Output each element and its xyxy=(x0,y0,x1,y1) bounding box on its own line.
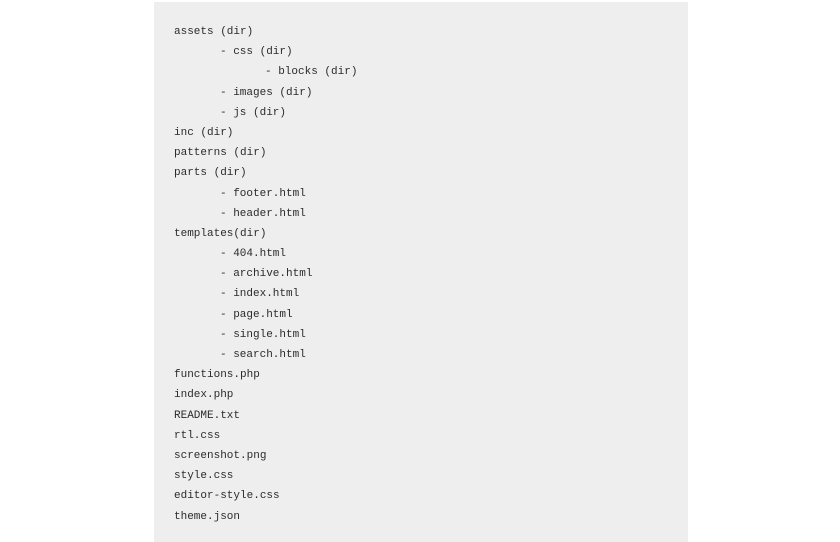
tree-line: - index.html xyxy=(220,288,300,301)
tree-line: editor-style.css xyxy=(174,490,280,503)
tree-line: rtl.css xyxy=(174,429,221,442)
tree-line: theme.json xyxy=(174,510,241,523)
tree-line: - page.html xyxy=(220,308,293,321)
tree-line: - header.html xyxy=(220,207,306,220)
tree-line: parts (dir) xyxy=(174,167,247,180)
tree-line: - archive.html xyxy=(220,268,313,281)
file-tree xyxy=(174,22,357,527)
tree-line: - js (dir) xyxy=(220,106,287,119)
tree-line: - 404.html xyxy=(220,248,287,261)
tree-line: - blocks (dir) xyxy=(265,66,358,79)
tree-line: README.txt xyxy=(174,409,241,422)
tree-line: - images (dir) xyxy=(220,86,313,99)
tree-line: functions.php xyxy=(174,369,260,382)
tree-line: - single.html xyxy=(220,328,306,341)
tree-line: templates(dir) xyxy=(174,227,267,240)
tree-line: - footer.html xyxy=(220,187,306,200)
tree-line: - css (dir) xyxy=(220,46,293,59)
tree-line: screenshot.png xyxy=(174,449,267,462)
tree-line: patterns (dir) xyxy=(174,147,267,160)
tree-line: inc (dir) xyxy=(174,126,234,139)
tree-line: assets (dir) xyxy=(174,26,254,38)
code-block xyxy=(154,2,688,542)
tree-line: style.css xyxy=(174,470,234,483)
tree-line: - search.html xyxy=(220,349,306,361)
tree-line: index.php xyxy=(174,389,234,402)
